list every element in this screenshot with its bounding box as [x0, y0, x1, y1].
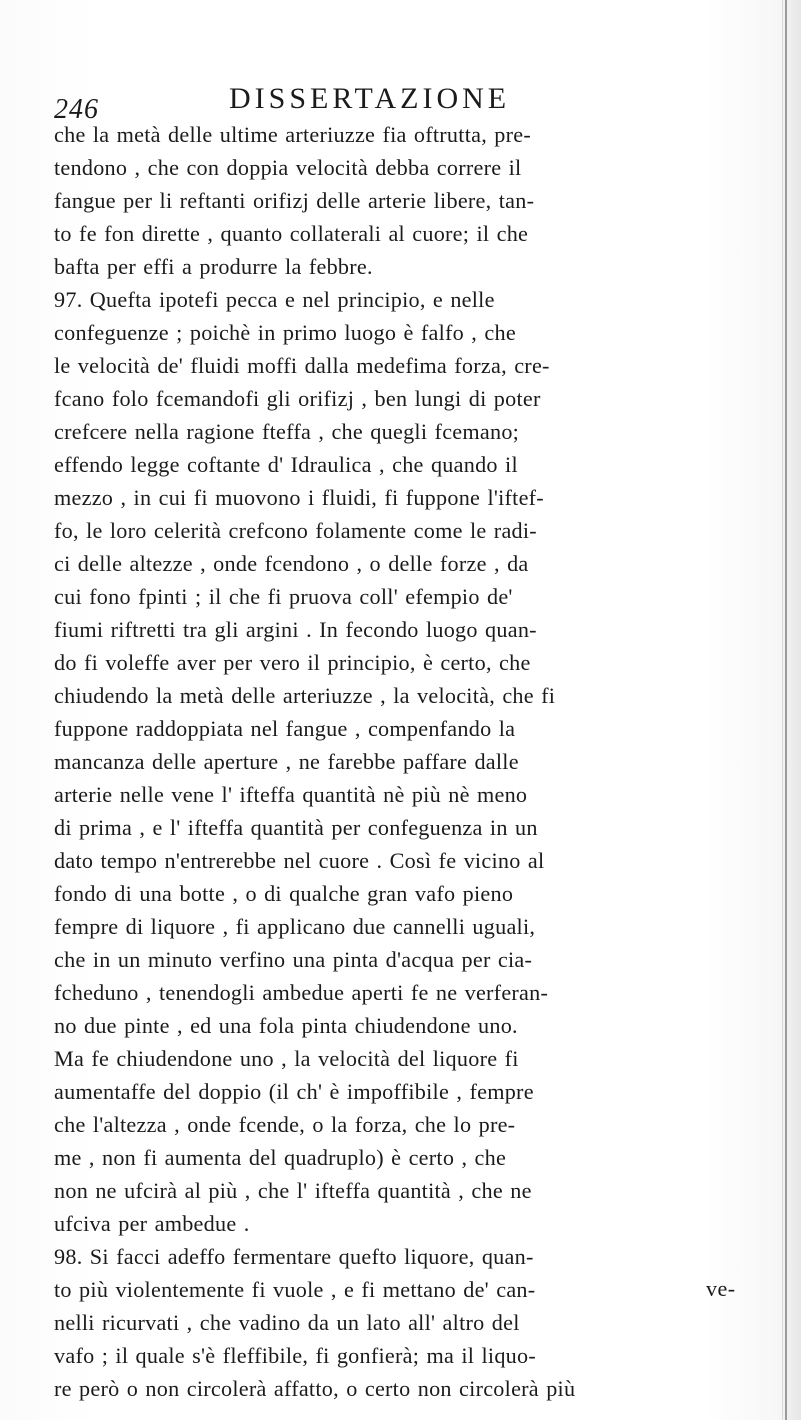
text-line: fangue per li reftanti orifizj delle arterie libere, tan-: [54, 188, 535, 213]
page-header: [54, 82, 754, 125]
text-line: 98. Si facci adeffo fermentare quefto liquore, quan-: [54, 1244, 534, 1269]
text-line: fo, le loro celerità crefcono folamente come le radi-: [54, 518, 537, 543]
text-line: no due pinte , ed una fola pinta chiudendone uno.: [54, 1013, 518, 1038]
text-line: non ne ufcirà al più , che l' ifteffa quantità , che ne: [54, 1178, 532, 1203]
running-title: DISSERTAZIONE: [229, 82, 511, 115]
text-line: che l'altezza , onde fcende, o la forza, che lo pre-: [54, 1112, 516, 1137]
text-line: arterie nelle vene l' ifteffa quantità nè più nè meno: [54, 782, 528, 807]
text-line: fcheduno , tenendogli ambedue aperti fe ne verferan-: [54, 980, 549, 1005]
text-line: aumentaffe del doppio (il ch' è impoffibile , fempre: [54, 1079, 534, 1104]
text-line: do fi voleffe aver per vero il principio, è certo, che: [54, 650, 531, 675]
text-line: che in un minuto verfino una pinta d'acqua per cia-: [54, 947, 533, 972]
text-line: mezzo , in cui fi muovono i fluidi, fi fuppone l'iftef-: [54, 485, 544, 510]
text-line: chiudendo la metà delle arteriuzze , la velocità, che fi: [54, 683, 556, 708]
text-line: crefcere nella ragione fteffa , che quegli fcemano;: [54, 419, 520, 444]
text-line: fuppone raddoppiata nel fangue , compenfando la: [54, 716, 516, 741]
page-edge-line: [785, 0, 787, 1420]
text-line: 97. Quefta ipotefi pecca e nel principio, e nelle: [54, 287, 495, 312]
text-line: ufciva per ambedue .: [54, 1211, 250, 1236]
text-line: effendo legge coftante d' Idraulica , che quando il: [54, 452, 518, 477]
text-line: nelli ricurvati , che vadino da un lato all' altro del: [54, 1310, 520, 1335]
text-line: confeguenze ; poichè in primo luogo è falfo , che: [54, 320, 516, 345]
text-line: re però o non circolerà affatto, o certo non circolerà più: [54, 1376, 576, 1401]
text-line: le velocità de' fluidi moffi dalla medefima forza, cre-: [54, 353, 550, 378]
text-line: cui fono fpinti ; il che fi pruova coll' efempio de': [54, 584, 513, 609]
text-line: fondo di una botte , o di qualche gran vafo pieno: [54, 881, 514, 906]
text-line: fiumi riftretti tra gli argini . In fecondo luogo quan-: [54, 617, 537, 642]
text-line: di prima , e l' ifteffa quantità per confeguenza in un: [54, 815, 538, 840]
catchword: ve-: [706, 1276, 736, 1301]
text-line: ci delle altezze , onde fcendono , o delle forze , da: [54, 551, 529, 576]
text-line: to fe fon dirette , quanto collaterali al cuore; il che: [54, 221, 529, 246]
text-line: dato tempo n'entrerebbe nel cuore . Così fe vicino al: [54, 848, 545, 873]
body-text: [54, 118, 759, 1405]
text-line: tendono , che con doppia velocità debba correre il: [54, 155, 522, 180]
text-line: fempre di liquore , fi applicano due cannelli uguali,: [54, 914, 536, 939]
text-line: mancanza delle aperture , ne farebbe paffare dalle: [54, 749, 519, 774]
page-number: 246: [54, 94, 99, 125]
text-line: vafo ; il quale s'è fleffibile, fi gonfierà; ma il liquo-: [54, 1343, 536, 1368]
text-line: Ma fe chiudendone uno , la velocità del liquore fi: [54, 1046, 519, 1071]
text-line: to più violentemente fi vuole , e fi mettano de' can-: [54, 1277, 536, 1302]
text-line: me , non fi aumenta del quadruplo) è certo , che: [54, 1145, 507, 1170]
text-line: che la metà delle ultime arteriuzze fia oftrutta, pre-: [54, 122, 532, 147]
text-line: fcano folo fcemandofi gli orifizj , ben lungi di poter: [54, 386, 541, 411]
text-line: bafta per effi a produrre la febbre.: [54, 254, 373, 279]
